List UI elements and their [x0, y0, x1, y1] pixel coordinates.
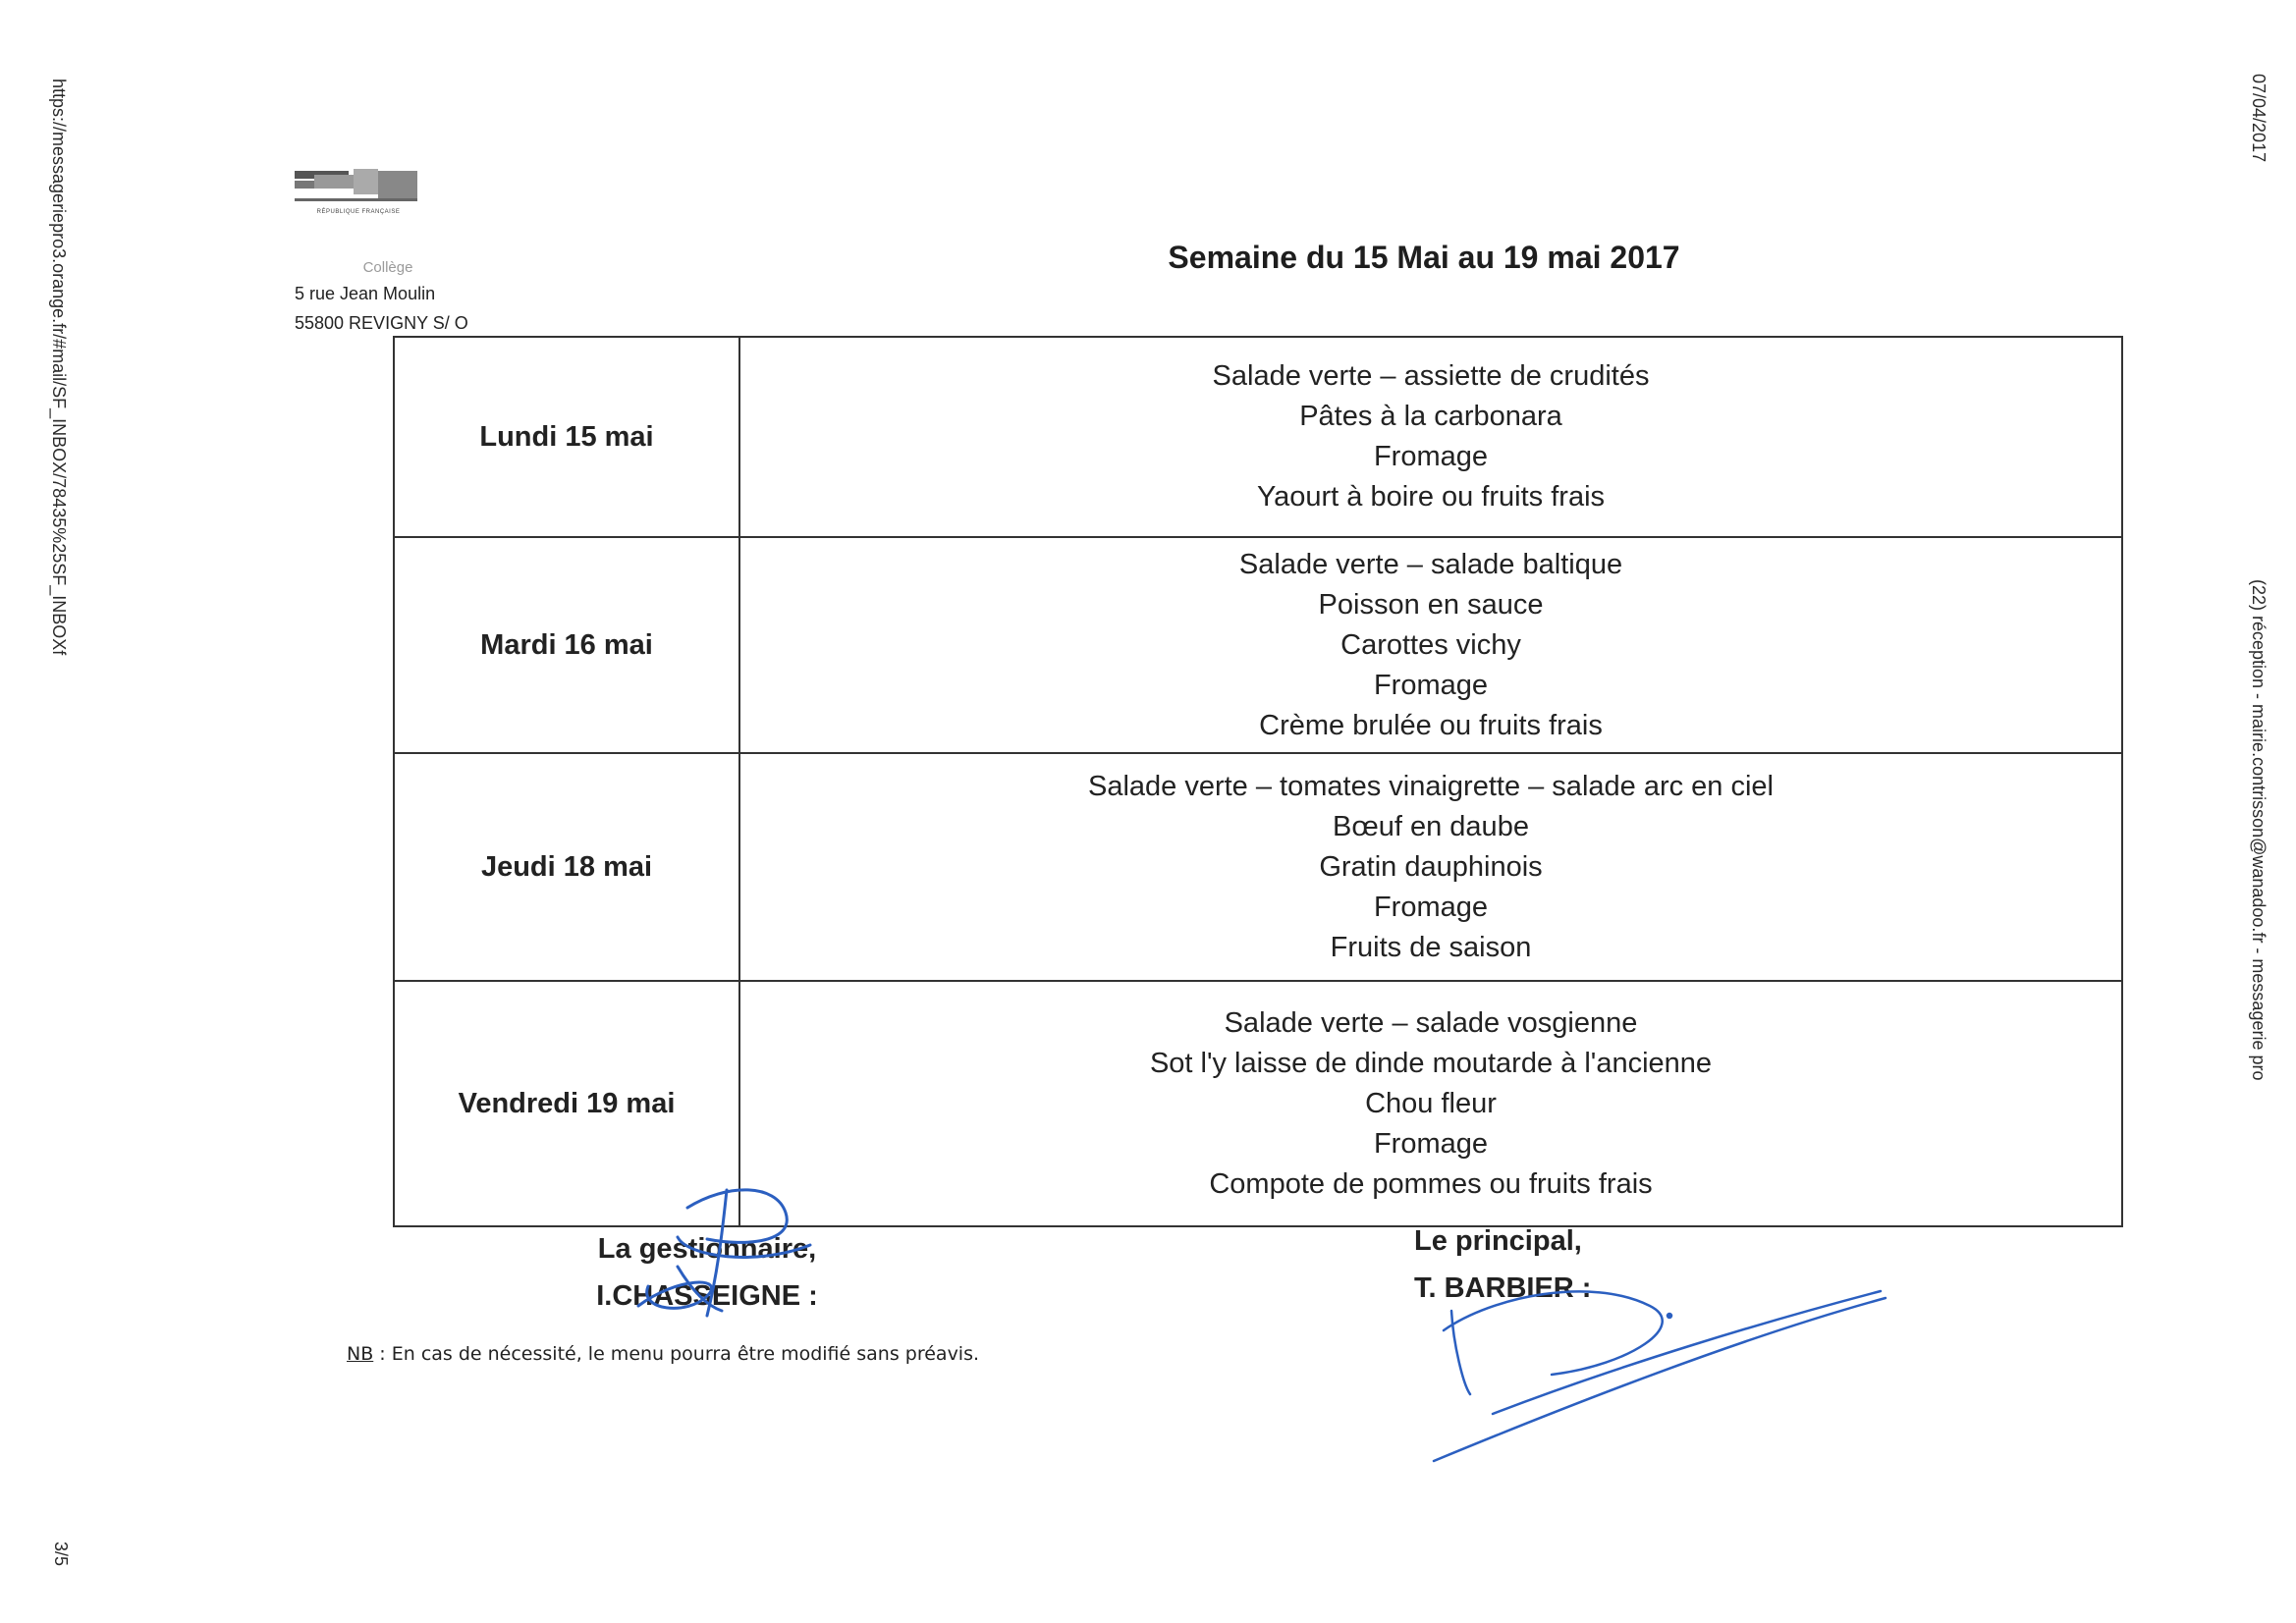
- dish: Salade verte – assiette de crudités: [1212, 360, 1650, 392]
- logo-caption: RÉPUBLIQUE FRANÇAISE: [316, 209, 401, 215]
- footnote-nb: NB: [347, 1343, 374, 1365]
- dish: Gratin dauphinois: [1319, 850, 1543, 883]
- dish: Sot l'y laisse de dinde moutarde à l'ancienne: [1149, 1047, 1713, 1079]
- principal-name: T. BARBIER :: [1414, 1272, 1592, 1304]
- menu-cell: [739, 537, 2122, 753]
- day-cell: Vendredi 19 mai: [394, 981, 739, 1226]
- dish: Carottes vichy: [1340, 628, 1521, 661]
- principal-signature-block: [1414, 1217, 1709, 1312]
- table-row: [394, 537, 2122, 753]
- day-cell: Mardi 16 mai: [394, 537, 739, 753]
- dish: Chou fleur: [1365, 1087, 1497, 1119]
- dish: Compote de pommes ou fruits frais: [1209, 1167, 1653, 1200]
- print-url: https://messageriepro3.orange.fr/#mail/SF_INBOX/78435%25SF_INBOXf: [49, 79, 69, 656]
- dish: Yaourt à boire ou fruits frais: [1256, 481, 1606, 513]
- dish: Pâtes à la carbonara: [1299, 401, 1562, 432]
- stamp-address-street: 5 rue Jean Moulin: [295, 284, 436, 303]
- table-row: [394, 337, 2122, 537]
- table-row: [394, 753, 2122, 981]
- menu-cell: [739, 981, 2122, 1226]
- stamp-college: Collège: [362, 259, 413, 276]
- print-title: (22) réception - mairie.contrisson@wanadoo.fr - messagerie pro: [2249, 579, 2269, 1081]
- principal-signature: [1434, 1291, 1886, 1461]
- stamp-address-city: 55800 REVIGNY S/ O: [295, 313, 468, 333]
- dish: Salade verte – tomates vinaigrette – salade arc en ciel: [1087, 770, 1774, 802]
- day-cell: Lundi 15 mai: [394, 337, 739, 537]
- menu-cell: [739, 753, 2122, 981]
- day-cell: Jeudi 18 mai: [394, 753, 739, 981]
- print-date: 07/04/2017: [2249, 74, 2269, 163]
- principal-role: Le principal,: [1414, 1225, 1582, 1257]
- table-row: [394, 981, 2122, 1226]
- dish: Fruits de saison: [1330, 931, 1532, 963]
- footnote-text: : En cas de nécessité, le menu pourra être modifié sans préavis.: [373, 1343, 980, 1365]
- dish: Salade verte – salade vosgienne: [1224, 1006, 1638, 1039]
- dish: Fromage: [1373, 669, 1489, 701]
- page-title: Semaine du 15 Mai au 19 mai 2017: [1168, 240, 1680, 275]
- gestionnaire-name: I.CHASSEIGNE :: [596, 1280, 818, 1312]
- dish: Crème brulée ou fruits frais: [1259, 709, 1603, 741]
- dish: Bœuf en daube: [1333, 810, 1529, 842]
- dish: Fromage: [1373, 441, 1489, 472]
- menu-table: [393, 336, 2123, 1227]
- dish: Poisson en sauce: [1318, 588, 1544, 621]
- gestionnaire-role: La gestionnaire,: [597, 1233, 817, 1265]
- dish: Fromage: [1373, 1127, 1489, 1160]
- college-stamp: [295, 257, 481, 338]
- footnote: [347, 1343, 979, 1365]
- page-number: 3/5: [51, 1542, 71, 1567]
- dish: Fromage: [1373, 891, 1489, 923]
- menu-cell: [739, 337, 2122, 537]
- gestionnaire-signature-block: [550, 1225, 864, 1320]
- dish: Salade verte – salade baltique: [1238, 548, 1623, 580]
